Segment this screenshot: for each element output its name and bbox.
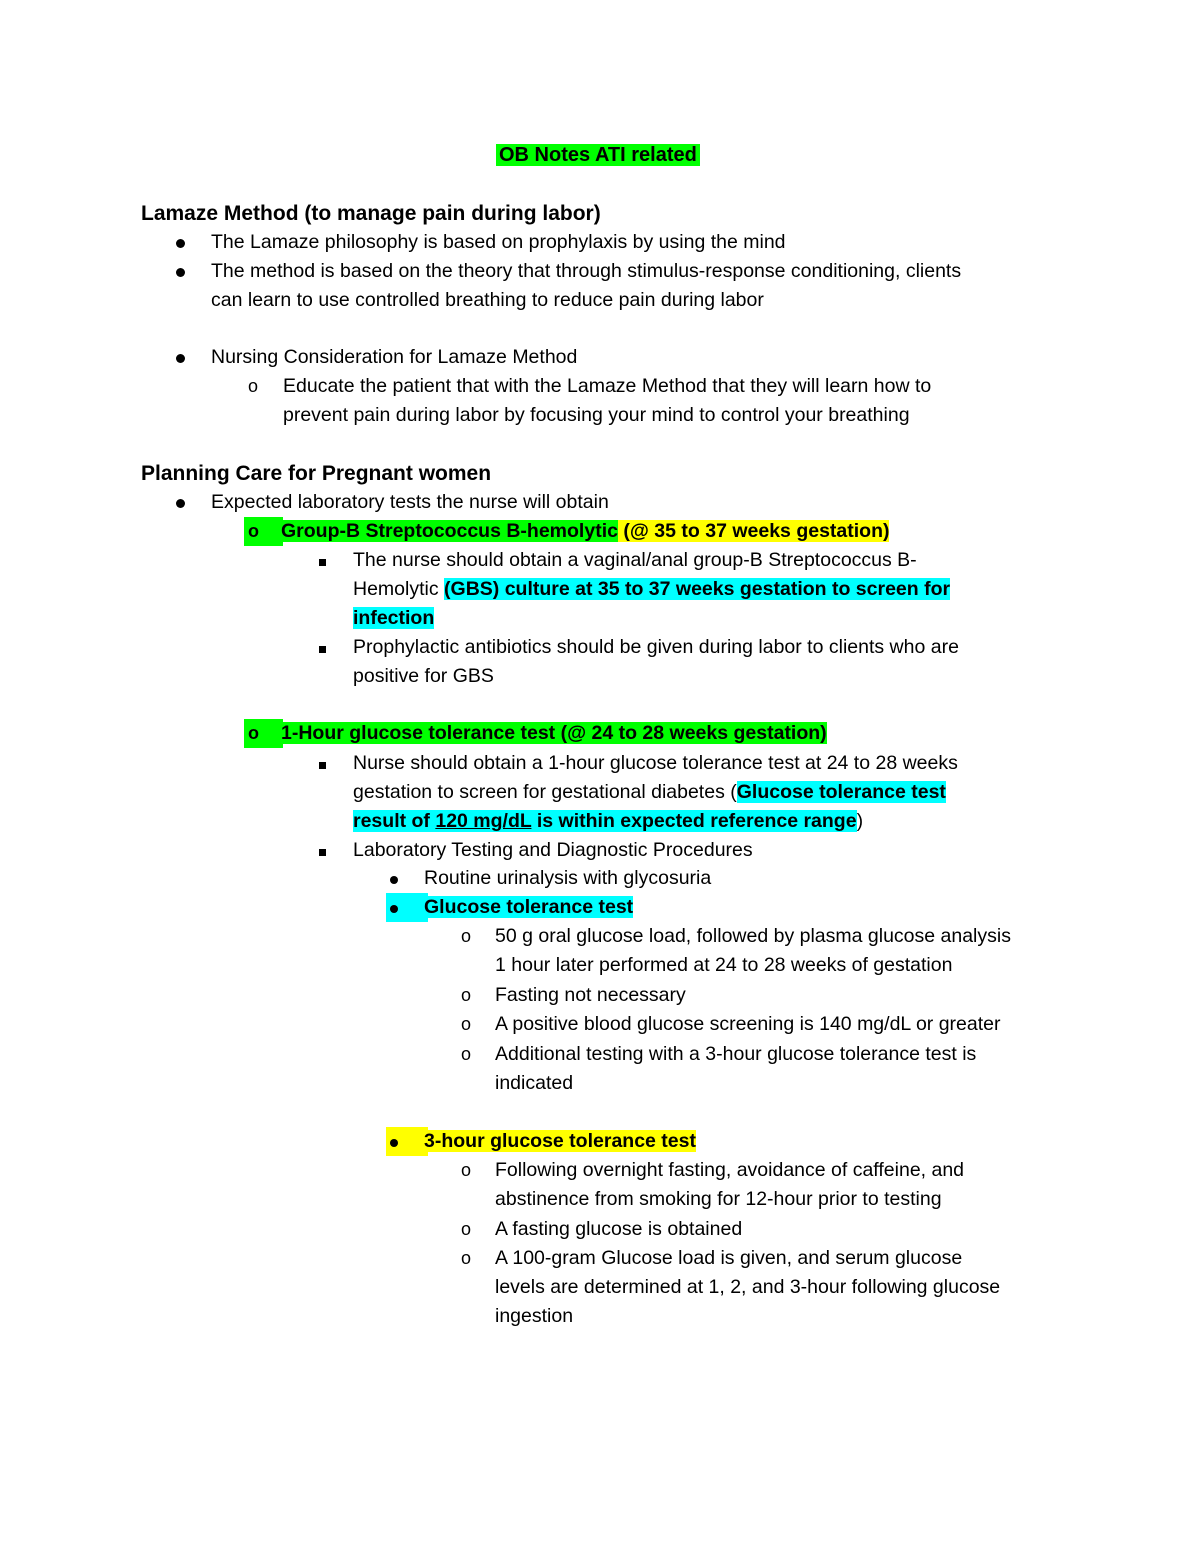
gtt3-title: 3-hour glucose tolerance test	[424, 1130, 696, 1152]
lamaze-bullet-2-line-2: can learn to use controlled breathing to reduce pain during labor	[211, 289, 764, 311]
gtt1-detail-1-line-2: 1 hour later performed at 24 to 28 weeks of gestation	[495, 954, 953, 976]
section-heading-planning: Planning Care for Pregnant women	[141, 462, 492, 485]
gtt1-detail-3: A positive blood glucose screening is 140 mg/dL or greater	[495, 1013, 1001, 1035]
gtt1-sub-routine-urinalysis: Routine urinalysis with glycosuria	[424, 867, 712, 889]
gtt3-detail-3-line-3: ingestion	[495, 1305, 574, 1327]
gbs-item-1-line-1: The nurse should obtain a vaginal/anal group-B Streptococcus B-	[353, 549, 917, 571]
bullet-dot-icon	[176, 343, 185, 372]
bullet-circle-icon: o	[244, 517, 283, 546]
bullet-dot-icon	[176, 488, 185, 517]
gtt3-detail-1-line-2: abstinence from smoking for 12-hour prior to testing	[495, 1188, 942, 1210]
gtt1-detail-4-line-1: Additional testing with a 3-hour glucose tolerance test is	[495, 1043, 977, 1065]
bullet-circle-icon: o	[461, 1219, 472, 1239]
gtt1-item-1-line-3: result of 120 mg/dL is within expected reference range)	[353, 810, 864, 832]
lamaze-sub-bullet-line-1: Educate the patient that with the Lamaze Method that they will learn how to	[283, 375, 932, 397]
bullet-circle-icon: o	[461, 1248, 472, 1268]
gtt1-item-1-line-2: gestation to screen for gestational diabetes (Glucose tolerance test	[353, 781, 946, 803]
bullet-circle-icon: o	[248, 376, 259, 396]
bullet-square-icon	[319, 836, 326, 865]
gtt1-detail-1-line-1: 50 g oral glucose load, followed by plasma glucose analysis	[495, 925, 1011, 947]
section-heading-lamaze: Lamaze Method (to manage pain during labor)	[141, 202, 601, 225]
bullet-circle-icon: o	[461, 985, 472, 1005]
bullet-circle-icon: o	[461, 1160, 472, 1180]
bullet-circle-icon: o	[461, 1014, 472, 1034]
gtt3-detail-1-line-1: Following overnight fasting, avoidance of caffeine, and	[495, 1159, 965, 1181]
lamaze-bullet-1: The Lamaze philosophy is based on prophylaxis by using the mind	[211, 231, 786, 253]
gtt3-detail-3-line-2: levels are determined at 1, 2, and 3-hour following glucose	[495, 1276, 1001, 1298]
bullet-square-icon	[319, 633, 326, 662]
gtt1-item-2: Laboratory Testing and Diagnostic Procedures	[353, 839, 753, 861]
gtt1-title: 1-Hour glucose tolerance test (@ 24 to 28 weeks gestation)	[281, 722, 827, 744]
bullet-square-icon	[319, 546, 326, 575]
gtt1-item-1-line-1: Nurse should obtain a 1-hour glucose tolerance test at 24 to 28 weeks	[353, 752, 958, 774]
bullet-dot-icon	[176, 228, 185, 257]
gbs-item-1-line-2: Hemolytic (GBS) culture at 35 to 37 weeks gestation to screen for	[353, 578, 951, 600]
lamaze-sub-bullet-line-2: prevent pain during labor by focusing your mind to control your breathing	[283, 404, 910, 426]
bullet-square-icon	[319, 749, 326, 778]
bullet-dot-icon	[386, 893, 428, 922]
page-title: OB Notes ATI related	[496, 141, 700, 170]
bullet-circle-icon: o	[461, 1044, 472, 1064]
gtt3-detail-3-line-1: A 100-gram Glucose load is given, and serum glucose	[495, 1247, 963, 1269]
bullet-circle-icon: o	[244, 719, 283, 748]
planning-bullet-1: Expected laboratory tests the nurse will obtain	[211, 491, 609, 513]
bullet-dot-icon	[176, 257, 185, 286]
gbs-title: Group-B Streptococcus B-hemolytic (@ 35 to 37 weeks gestation)	[281, 520, 890, 542]
lamaze-bullet-2-line-1: The method is based on the theory that through stimulus-response conditioning, clients	[211, 260, 962, 282]
gtt1-detail-2: Fasting not necessary	[495, 984, 686, 1006]
bullet-dot-icon	[390, 864, 398, 893]
bullet-dot-icon	[386, 1127, 428, 1156]
gbs-item-2-line-2: positive for GBS	[353, 665, 494, 687]
lamaze-bullet-3: Nursing Consideration for Lamaze Method	[211, 346, 578, 368]
gtt1-detail-4-line-2: indicated	[495, 1072, 574, 1094]
gtt1-sub-glucose-tolerance: Glucose tolerance test	[424, 896, 634, 918]
gbs-item-1-line-3: infection	[353, 607, 435, 629]
gtt3-detail-2: A fasting glucose is obtained	[495, 1218, 743, 1240]
gbs-item-2-line-1: Prophylactic antibiotics should be given during labor to clients who are	[353, 636, 959, 658]
bullet-circle-icon: o	[461, 926, 472, 946]
